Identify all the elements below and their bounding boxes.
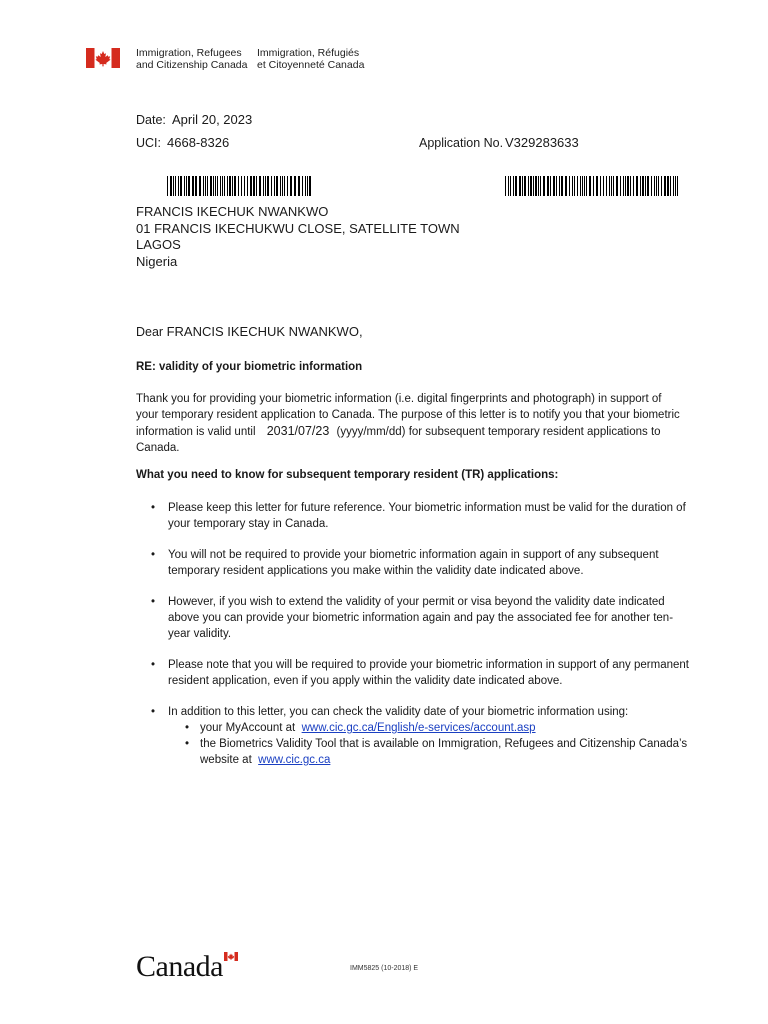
salutation-name: FRANCIS IKECHUK NWANKWO,: [166, 324, 363, 339]
barcode-bar: [175, 176, 176, 196]
barcode-bar: [528, 176, 529, 196]
barcode-bar: [550, 176, 551, 196]
intro-text-end: (yyyy/mm/dd) for subsequent temporary resident applications to Canada.: [136, 426, 661, 454]
recipient-name: FRANCIS IKECHUK NWANKWO: [136, 204, 329, 219]
application-number-value: V329283633: [505, 135, 579, 150]
barcode-bar: [627, 176, 629, 196]
barcode-bar: [280, 176, 281, 196]
barcode-bar: [282, 176, 283, 196]
barcode-bar: [586, 176, 587, 196]
barcode-bar: [553, 176, 555, 196]
barcode-bar: [244, 176, 245, 196]
barcode-bar: [609, 176, 610, 196]
barcode-bar: [513, 176, 514, 196]
barcode-bar: [656, 176, 657, 196]
barcode-bar: [640, 176, 641, 196]
barcode-bar: [241, 176, 242, 196]
canada-flag-icon: [86, 48, 120, 68]
section-heading: What you need to know for subsequent temporary resident (TR) applications:: [136, 469, 559, 481]
application-number-label: Application No.: [419, 136, 504, 150]
uci-barcode: [167, 176, 312, 196]
barcode-bar: [302, 176, 303, 196]
barcode-bar: [170, 176, 172, 196]
salutation: [136, 324, 363, 339]
validity-check-options: [168, 720, 690, 768]
myaccount-link[interactable]: www.cic.gc.ca/English/e-services/account.asp: [301, 722, 536, 734]
barcode-bar: [232, 176, 233, 196]
barcode-bar: [298, 176, 300, 196]
barcode-bar: [186, 176, 187, 196]
barcode-bar: [180, 176, 182, 196]
barcode-bar: [259, 176, 261, 196]
barcode-bar: [613, 176, 614, 196]
barcode-bar: [658, 176, 659, 196]
barcode-bar: [213, 176, 214, 196]
barcode-bar: [667, 176, 669, 196]
barcode-bar: [220, 176, 221, 196]
barcode-bar: [572, 176, 573, 196]
barcode-bar: [307, 176, 308, 196]
intro-text: Thank you for providing your biometric information (i.e. digital fingerprints and photograph) in support of your temporary resident application to Canada. The purpose of this letter is to notify you that your biometric information is valid until: [136, 393, 680, 438]
barcode-bar: [625, 176, 626, 196]
barcode-bar: [271, 176, 272, 196]
barcode-bar: [247, 176, 248, 196]
barcode-bar: [305, 176, 306, 196]
list-item: • Please keep this letter for future reference. Your biometric information must be valid for the duration of your temporary stay in Canada.: [150, 500, 690, 532]
barcode-bar: [522, 176, 523, 196]
barcode-bar: [577, 176, 578, 196]
list-item: • your MyAccount at www.cic.gc.ca/English/e-services/account.asp: [168, 720, 690, 736]
barcode-bar: [623, 176, 624, 196]
uci-value: 4668-8326: [167, 135, 230, 150]
barcode-bar: [645, 176, 646, 196]
barcode-bar: [633, 176, 634, 196]
address-line: 01 FRANCIS IKECHUKWU CLOSE, SATELLITE TOWN: [136, 220, 460, 236]
barcode-bar: [636, 176, 638, 196]
barcode-bar: [524, 176, 526, 196]
barcode-bar: [224, 176, 225, 196]
barcode-bar: [533, 176, 534, 196]
barcode-bar: [508, 176, 509, 196]
barcode-bar: [589, 176, 591, 196]
barcode-bar: [616, 176, 618, 196]
address-city: LAGOS: [136, 237, 181, 252]
barcode-bar: [195, 176, 197, 196]
barcode-bar: [580, 176, 581, 196]
barcode-bar: [167, 176, 168, 196]
barcode-bar: [574, 176, 575, 196]
barcode-bar: [207, 176, 208, 196]
barcode-bar: [582, 176, 583, 196]
barcode-bar: [559, 176, 560, 196]
barcode-bar: [276, 176, 278, 196]
barcode-bar: [215, 176, 216, 196]
address-country: Nigeria: [136, 253, 178, 269]
cic-website-link[interactable]: www.cic.gc.ca: [258, 754, 331, 766]
barcode-bar: [287, 176, 288, 196]
form-number: IMM5825 (10-2018) E: [350, 965, 419, 972]
barcode-bar: [561, 176, 563, 196]
canada-wordmark: Canada: [136, 950, 240, 982]
list-item: • You will not be required to provide your biometric information again in support of any subsequent temporary resident applications you make within the validity date indicated above.: [150, 547, 690, 579]
barcode-bar: [642, 176, 644, 196]
wordmark-flag-icon: [224, 952, 238, 961]
barcode-bar: [596, 176, 598, 196]
barcode-bar: [620, 176, 621, 196]
barcode-bar: [505, 176, 506, 196]
barcode-bar: [515, 176, 517, 196]
barcode-bar: [263, 176, 264, 196]
barcode-bar: [267, 176, 269, 196]
barcode-bar: [227, 176, 228, 196]
barcode-bar: [673, 176, 674, 196]
subject-line: RE: validity of your biometric information: [136, 361, 363, 373]
barcode-bar: [543, 176, 545, 196]
barcode-bar: [253, 176, 255, 196]
barcode-bar: [309, 176, 311, 196]
barcode-bar: [192, 176, 194, 196]
barcode-bar: [284, 176, 285, 196]
list-item: • the Biometrics Validity Tool that is available on Immigration, Refugees and Citizenship Canada’s website at www.cic.gc.ca: [168, 736, 690, 768]
list-item: • However, if you wish to extend the validity of your permit or visa beyond the validity date indicated above you can provide your biometric information again and pay the associated fee for another ten-year validity.: [150, 594, 690, 642]
list-item: • In addition to this letter, you can check the validity date of your biometric information using: • your MyAccount at www.cic.gc.ca/English/e-services/account.asp • the Biometrics Validity Tool that is available on Immigration, Refugees and Citizenship Canada’s website at www.cic.gc.ca: [150, 704, 690, 768]
barcode-bar: [229, 176, 231, 196]
recipient-address: [136, 204, 460, 270]
barcode-bar: [205, 176, 206, 196]
uci-label: UCI:: [136, 136, 161, 150]
intro-paragraph: [136, 391, 681, 456]
barcode-bar: [556, 176, 557, 196]
barcode-bar: [630, 176, 631, 196]
barcode-bar: [535, 176, 537, 196]
barcode-bar: [274, 176, 275, 196]
barcode-bar: [606, 176, 607, 196]
barcode-bar: [234, 176, 236, 196]
barcode-bar: [584, 176, 585, 196]
barcode-bar: [510, 176, 511, 196]
barcode-bar: [593, 176, 594, 196]
barcode-bar: [238, 176, 239, 196]
barcode-bar: [217, 176, 218, 196]
barcode-bar: [611, 176, 612, 196]
barcode-bar: [250, 176, 252, 196]
barcode-bar: [290, 176, 292, 196]
barcode-bar: [547, 176, 549, 196]
barcode-bar: [540, 176, 541, 196]
barcode-bar: [188, 176, 190, 196]
barcode-bar: [199, 176, 201, 196]
barcode-bar: [565, 176, 567, 196]
barcode-bar: [265, 176, 266, 196]
barcode-bar: [603, 176, 604, 196]
list-item: • Please note that you will be required to provide your biometric information in support of any permanent resident application, even if you apply within the validity date indicated above.: [150, 657, 690, 689]
barcode-bar: [664, 176, 666, 196]
barcode-bar: [530, 176, 532, 196]
barcode-bar: [256, 176, 257, 196]
barcode-bar: [294, 176, 296, 196]
barcode-bar: [661, 176, 662, 196]
barcode-bar: [519, 176, 521, 196]
barcode-bar: [222, 176, 223, 196]
barcode-bar: [203, 176, 204, 196]
barcode-bar: [600, 176, 601, 196]
date-label: Date:: [136, 113, 166, 127]
department-name-french: Immigration, Réfugiés et Citoyenneté Canada: [257, 47, 365, 71]
department-name-english: Immigration, Refugees and Citizenship Canada: [136, 47, 248, 71]
barcode-bar: [647, 176, 649, 196]
barcode-bar: [538, 176, 539, 196]
barcode-bar: [569, 176, 570, 196]
application-barcode: [505, 176, 680, 196]
barcode-bar: [654, 176, 655, 196]
salutation-dear: Dear: [136, 325, 164, 339]
barcode-bar: [651, 176, 652, 196]
barcode-bar: [184, 176, 185, 196]
barcode-bar: [677, 176, 678, 196]
valid-until-date: 2031/07/23: [266, 424, 330, 438]
info-bullet-list: [150, 500, 690, 783]
barcode-bar: [675, 176, 676, 196]
barcode-bar: [173, 176, 174, 196]
barcode-bar: [670, 176, 671, 196]
barcode-bar: [210, 176, 212, 196]
date-value: April 20, 2023: [172, 112, 253, 127]
barcode-bar: [178, 176, 179, 196]
